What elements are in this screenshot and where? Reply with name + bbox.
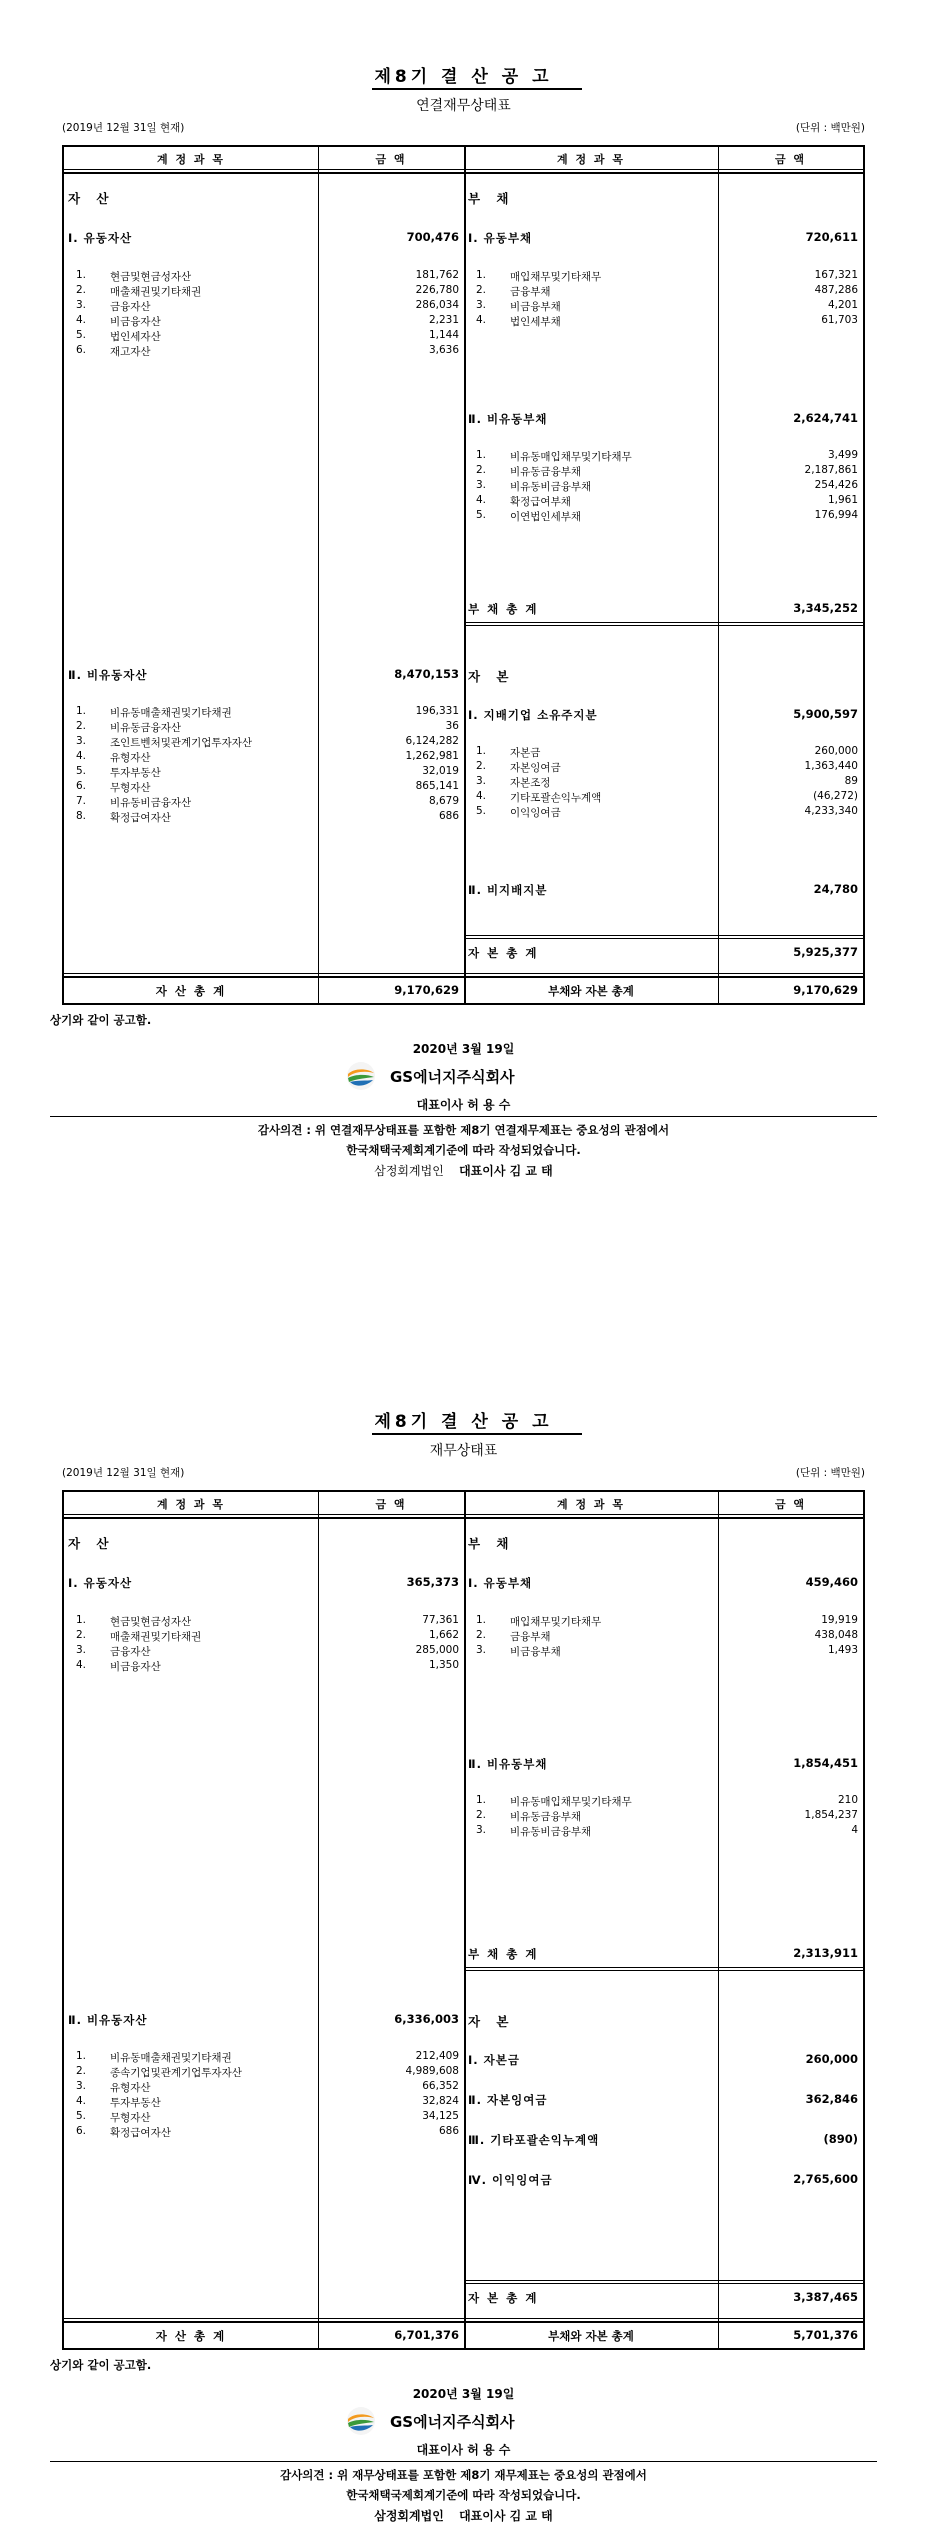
audit-divider [50,2461,877,2462]
list-item: 확정급여자산 [110,812,171,824]
list-item: 6. [76,344,87,356]
list-item: 5. [76,765,87,777]
list-item: 이연법인세부채 [510,511,582,523]
header-account-right: 계 정 과 목 [557,1498,625,1511]
list-item: 6. [76,780,87,792]
list-item: 3. [76,1644,87,1656]
liab-total-label: 부 채 총 계 [468,1947,539,1961]
noncurrent-assets-label: Ⅱ. 비유동자산 [68,2013,148,2027]
gs-logo-icon [345,1060,377,1092]
list-value: 686 [438,810,459,822]
equity-total-label: 자 본 총 계 [468,946,539,960]
list-item: 1. [476,745,487,757]
notice-title: 제8기 결 산 공 고 [374,67,553,87]
list-item: 매출채권및기타채권 [110,1631,202,1643]
assets-section: 자 산 [68,191,115,206]
list-item: 4. [76,750,87,762]
header-amount-left: 금 액 [375,1498,407,1511]
audit-divider [50,1116,877,1117]
list-value: 438,048 [814,1629,858,1641]
list-item: 1. [476,269,487,281]
list-item: 비금융부채 [510,301,561,313]
list-value: 4,201 [827,299,858,311]
list-item: 5. [76,2110,87,2122]
list-item: 비유동금융부채 [510,466,582,478]
list-item: 2. [476,284,487,296]
list-item: 1. [476,1614,487,1626]
list-item: 유형자산 [110,2082,151,2094]
header-amount-left: 금 액 [375,153,407,166]
list-value: 32,824 [422,2095,459,2107]
list-item: 4. [476,790,487,802]
list-item: 현금및현금성자산 [110,271,192,283]
grand-total-value: 5,701,376 [793,2328,858,2342]
capital-surplus-label: Ⅱ. 자본잉여금 [468,2093,548,2107]
list-item: 4. [76,1659,87,1671]
list-value: 285,000 [415,1644,459,1656]
list-value: 1,350 [428,1659,459,1671]
list-item: 4. [76,2095,87,2107]
title-underline [372,88,582,90]
list-value: 1,363,440 [804,760,858,772]
noncurrent-liab-value: 2,624,741 [793,411,858,425]
list-item: 투자부동산 [110,767,161,779]
list-item: 7. [76,795,87,807]
list-item: 1. [76,705,87,717]
list-item: 1. [476,449,487,461]
list-item: 매출채권및기타채권 [110,286,202,298]
list-value: 226,780 [415,284,459,296]
list-value: 4 [851,1824,858,1836]
liabilities-section: 부 채 [468,1536,515,1551]
current-assets-value: 700,476 [406,230,459,244]
liab-total-label: 부 채 총 계 [468,602,539,616]
notice-statement: 상기와 같이 공고함. [50,2358,152,2372]
list-item: 비유동금융부채 [510,1811,582,1823]
list-item: 비금융자산 [110,1661,161,1673]
list-item: 투자부동산 [110,2097,161,2109]
current-assets-label: Ⅰ. 유동자산 [68,231,133,245]
assets-total-value: 6,701,376 [394,2328,459,2342]
aoci-value: (890) [823,2132,858,2146]
list-item: 조인트벤처및관계기업투자자산 [110,737,253,749]
list-item: 무형자산 [110,2112,151,2124]
list-value: 8,679 [428,795,459,807]
list-value: 4,989,608 [405,2065,459,2077]
list-item: 비유동매입채무및기타채무 [510,451,632,463]
list-item: 2. [76,2065,87,2077]
controlling-value: 5,900,597 [793,707,858,721]
noncurrent-liab-value: 1,854,451 [793,1756,858,1770]
auditor [0,1162,927,1179]
list-value: 2,187,861 [804,464,858,476]
list-item: 6. [76,2125,87,2137]
list-item: 2. [476,464,487,476]
date-reference: (2019년 12월 31일 현재) [62,122,185,134]
list-value: 181,762 [415,269,459,281]
list-item: 비유동매입채무및기타채무 [510,1796,632,1808]
assets-section: 자 산 [68,1536,115,1551]
auditor-firm: 삼정회계법인 [374,2509,444,2523]
list-item: 2. [76,720,87,732]
list-item: 5. [76,329,87,341]
list-item: 3. [76,2080,87,2092]
audit-opinion-line2: 한국채택국제회계기준에 따라 작성되었습니다. [346,1143,581,1157]
current-liab-label: Ⅰ. 유동부채 [468,231,533,245]
date-reference: (2019년 12월 31일 현재) [62,1467,185,1479]
list-item: 2. [76,1629,87,1641]
list-value: 36 [445,720,459,732]
list-item: 4. [476,314,487,326]
assets-total-label: 자 산 총 계 [155,984,227,998]
list-item: 기타포괄손익누계액 [510,792,602,804]
notice-title: 제8기 결 산 공 고 [374,1412,553,1432]
current-liab-value: 720,611 [805,230,858,244]
list-value: 686 [438,2125,459,2137]
list-item: 비유동비금융부채 [510,1826,592,1838]
list-item: 비유동매출채권및기타채권 [110,2052,232,2064]
current-liab-value: 459,460 [805,1575,858,1589]
list-item: 금융자산 [110,301,151,313]
auditor-ceo: 대표이사 김 교 태 [459,2509,553,2523]
list-value: 1,854,237 [804,1809,858,1821]
list-value: 212,409 [415,2050,459,2062]
title-underline [372,1433,582,1435]
list-item: 비유동매출채권및기타채권 [110,707,232,719]
liab-total-value: 3,345,252 [793,601,858,615]
capital-surplus-value: 362,846 [805,2092,858,2106]
list-item: 4. [476,494,487,506]
list-item: 2. [476,1809,487,1821]
list-item: 1. [76,269,87,281]
list-item: 법인세부채 [510,316,561,328]
auditor-ceo: 대표이사 김 교 태 [459,1164,553,1178]
list-value: 487,286 [814,284,858,296]
list-item: 2. [476,760,487,772]
list-item: 매입채무및기타채무 [510,1616,602,1628]
equity-total-label: 자 본 총 계 [468,2291,539,2305]
list-value: 4,233,340 [804,805,858,817]
list-item: 5. [476,805,487,817]
header-account-right: 계 정 과 목 [557,153,625,166]
list-value: 260,000 [814,745,858,757]
list-value: 1,262,981 [405,750,459,762]
list-value: (46,272) [813,790,858,802]
list-item: 비유동금융자산 [110,722,182,734]
list-value: 77,361 [422,1614,459,1626]
statement-subtitle: 재무상태표 [429,1443,498,1459]
list-item: 2. [476,1629,487,1641]
current-assets-value: 365,373 [406,1575,459,1589]
list-item: 확정급여부채 [510,496,571,508]
list-value: 3,499 [827,449,858,461]
list-item: 비유동비금융부채 [510,481,592,493]
header-amount-right: 금 액 [774,153,807,166]
retained-earnings-value: 2,765,600 [793,2172,858,2186]
list-item: 현금및현금성자산 [110,1616,192,1628]
list-item: 3. [476,775,487,787]
list-item: 3. [476,1824,487,1836]
list-item: 금융부채 [510,286,551,298]
list-item: 법인세자산 [110,331,161,343]
list-value: 3,636 [428,344,459,356]
list-item: 3. [76,299,87,311]
noncurrent-assets-value: 8,470,153 [394,667,459,681]
list-value: 1,662 [428,1629,459,1641]
list-item: 재고자산 [110,346,151,358]
capital-stock-label: Ⅰ. 자본금 [468,2053,520,2067]
grand-total-value: 9,170,629 [793,983,858,997]
header-account-left: 계 정 과 목 [157,153,225,166]
company-name: GS에너지주식회사 [390,2413,515,2431]
list-value: 865,141 [415,780,459,792]
publication-date: 2020년 3월 19일 [412,1042,515,1056]
list-item: 자본잉여금 [510,762,561,774]
list-item: 자본금 [510,747,541,759]
list-item: 비금융부채 [510,1646,561,1658]
current-assets-label: Ⅰ. 유동자산 [68,1576,133,1590]
liabilities-section: 부 채 [468,191,515,206]
statement-subtitle: 연결재무상태표 [416,98,511,114]
publication-date: 2020년 3월 19일 [412,2387,515,2401]
noncontrolling-label: Ⅱ. 비지배지분 [468,883,548,897]
header-amount-right: 금 액 [774,1498,807,1511]
list-value: 254,426 [814,479,858,491]
unit-label: (단위 : 백만원) [795,122,865,134]
gs-logo-icon [345,2405,377,2437]
current-liab-label: Ⅰ. 유동부채 [468,1576,533,1590]
list-item: 비유동비금융자산 [110,797,192,809]
noncurrent-liab-label: Ⅱ. 비유동부채 [468,412,548,426]
retained-earnings-label: Ⅳ. 이익잉여금 [468,2173,553,2187]
list-value: 1,961 [827,494,858,506]
auditor-firm: 삼정회계법인 [374,1164,444,1178]
list-item: 확정급여자산 [110,2127,171,2139]
list-value: 286,034 [415,299,459,311]
list-item: 1. [476,1794,487,1806]
list-item: 1. [76,2050,87,2062]
list-value: 1,144 [428,329,459,341]
list-value: 34,125 [422,2110,459,2122]
list-item: 매입채무및기타채무 [510,271,602,283]
noncurrent-assets-value: 6,336,003 [394,2012,459,2026]
audit-opinion-line1: 감사의견 : 위 재무상태표를 포함한 제8기 재무제표는 중요성의 관점에서 [280,2468,647,2482]
list-item: 이익잉여금 [510,807,561,819]
grand-total-label: 부채와 자본 총계 [548,2329,634,2343]
grand-total-label: 부채와 자본 총계 [548,984,634,998]
audit-opinion-line2: 한국채택국제회계기준에 따라 작성되었습니다. [346,2488,581,2502]
list-value: 66,352 [422,2080,459,2092]
list-item: 종속기업및관계기업투자자산 [110,2067,242,2079]
assets-total-label: 자 산 총 계 [155,2329,227,2343]
list-value: 32,019 [422,765,459,777]
noncurrent-liab-label: Ⅱ. 비유동부채 [468,1757,548,1771]
assets-total-value: 9,170,629 [394,983,459,997]
list-item: 3. [476,299,487,311]
controlling-label: Ⅰ. 지배기업 소유주지분 [468,708,598,722]
list-value: 210 [837,1794,858,1806]
list-item: 3. [76,735,87,747]
list-item: 8. [76,810,87,822]
list-value: 176,994 [814,509,858,521]
list-value: 61,703 [821,314,858,326]
aoci-label: Ⅲ. 기타포괄손익누계액 [468,2133,600,2147]
noncontrolling-value: 24,780 [813,882,858,896]
list-value: 6,124,282 [405,735,459,747]
audit-opinion-line1: 감사의견 : 위 연결재무상태표를 포함한 제8기 연결재무제표는 중요성의 관점에서 [257,1123,670,1137]
list-item: 3. [476,1644,487,1656]
list-item: 자본조정 [510,777,551,789]
liab-total-value: 2,313,911 [793,1946,858,1960]
balance-sheet-table [62,145,865,1005]
list-item: 1. [76,1614,87,1626]
noncurrent-assets-label: Ⅱ. 비유동자산 [68,668,148,682]
list-item: 무형자산 [110,782,151,794]
capital-stock-value: 260,000 [805,2052,858,2066]
list-item: 금융자산 [110,1646,151,1658]
company-name: GS에너지주식회사 [390,1068,515,1086]
list-value: 1,493 [827,1644,858,1656]
list-item: 금융부채 [510,1631,551,1643]
notice-statement: 상기와 같이 공고함. [50,1013,152,1027]
list-value: 196,331 [415,705,459,717]
list-value: 167,321 [814,269,858,281]
list-value: 2,231 [428,314,459,326]
header-account-left: 계 정 과 목 [157,1498,225,1511]
list-item: 비금융자산 [110,316,161,328]
representative: 대표이사 허 용 수 [416,2443,511,2457]
equity-section: 자 본 [468,669,515,684]
equity-section: 자 본 [468,2014,515,2029]
auditor [0,2507,927,2524]
list-item: 유형자산 [110,752,151,764]
unit-label: (단위 : 백만원) [795,1467,865,1479]
list-item: 4. [76,314,87,326]
list-item: 2. [76,284,87,296]
list-item: 5. [476,509,487,521]
balance-sheet-table [62,1490,865,2350]
list-value: 19,919 [821,1614,858,1626]
equity-total-value: 5,925,377 [793,945,858,959]
list-item: 3. [476,479,487,491]
equity-total-value: 3,387,465 [793,2290,858,2304]
list-value: 89 [844,775,858,787]
representative: 대표이사 허 용 수 [416,1098,511,1112]
